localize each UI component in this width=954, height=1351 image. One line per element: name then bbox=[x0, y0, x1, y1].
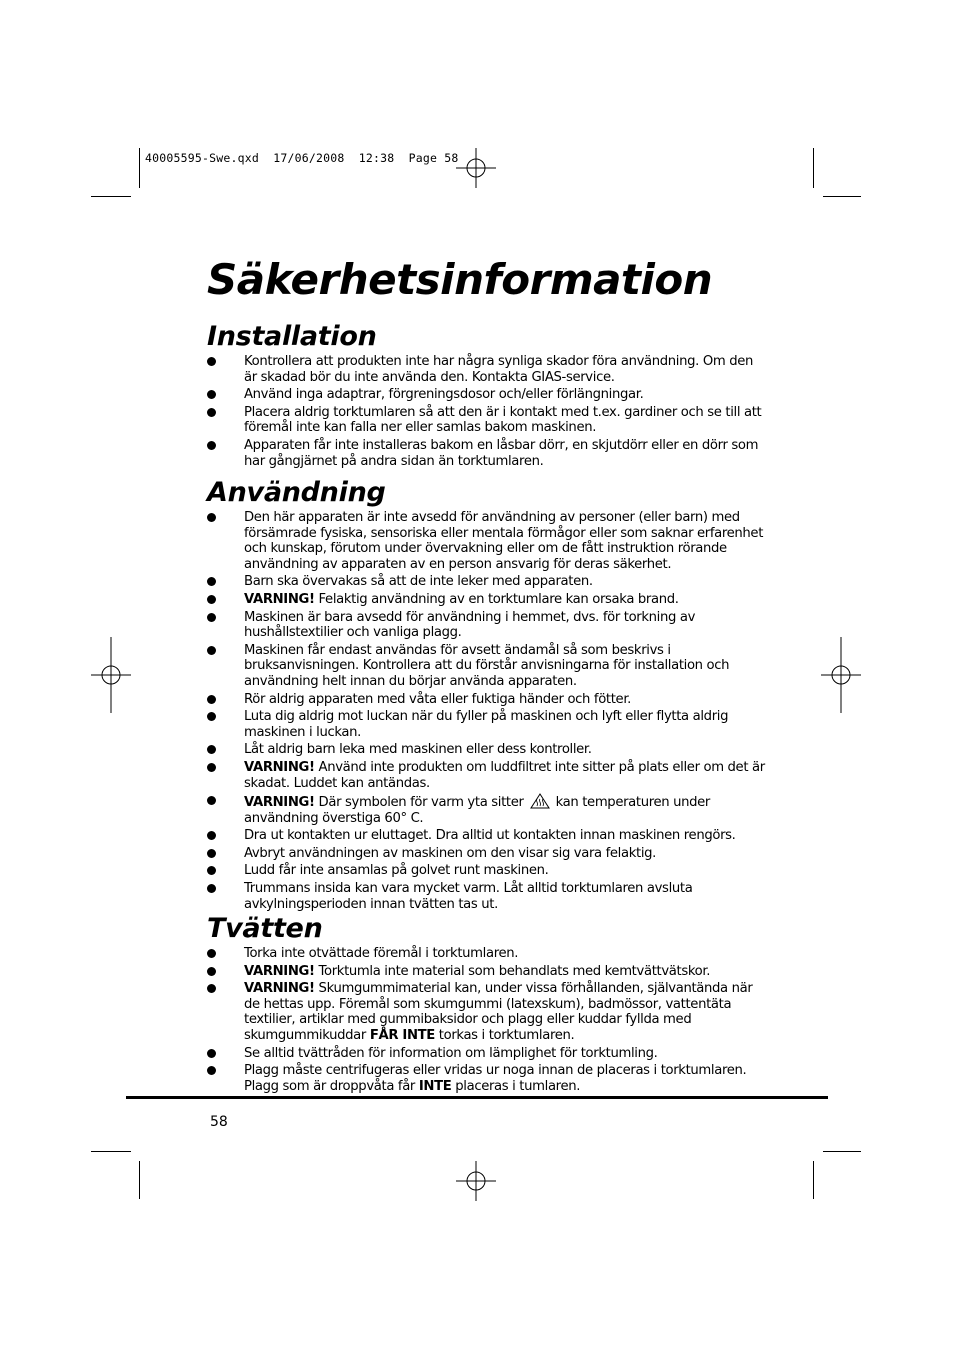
bullet-icon bbox=[207, 595, 216, 604]
list-item bbox=[207, 438, 767, 469]
list-item bbox=[207, 692, 767, 708]
list-item bbox=[207, 405, 767, 436]
list-item bbox=[207, 828, 767, 844]
bullet-list bbox=[207, 946, 767, 1094]
bullet-icon bbox=[207, 390, 216, 399]
item-text: Placera aldrig torktumlaren så att den är i kontakt med t.ex. gardiner och se till att föremål inte kan falla ner eller samlas bakom maskinen. bbox=[244, 404, 762, 436]
bullet-icon bbox=[207, 796, 216, 805]
bullet-icon bbox=[207, 763, 216, 772]
list-item bbox=[207, 742, 767, 758]
list-item bbox=[207, 574, 767, 590]
list-item bbox=[207, 846, 767, 862]
list-item bbox=[207, 510, 767, 572]
bullet-icon bbox=[207, 646, 216, 655]
crop-mark bbox=[823, 1151, 861, 1152]
crop-mark bbox=[139, 148, 140, 188]
crop-mark bbox=[91, 196, 131, 197]
warning-label: FÅR INTE bbox=[369, 1027, 435, 1043]
bullet-icon bbox=[207, 613, 216, 622]
list-item bbox=[207, 1063, 767, 1094]
item-text: torkas i torktumlaren. bbox=[434, 1027, 575, 1043]
crop-mark bbox=[813, 1161, 814, 1199]
list-item bbox=[207, 387, 767, 403]
list-item bbox=[207, 981, 767, 1043]
item-text: Plagg måste centrifugeras eller vridas ur noga innan de placeras i torktumlaren. Plagg som är droppvåta får bbox=[244, 1063, 747, 1094]
bullet-icon bbox=[207, 712, 216, 721]
warning-label: VARNING! bbox=[244, 795, 315, 811]
bullet-list bbox=[207, 354, 767, 469]
item-text: Maskinen är bara avsedd för användning i hemmet, dvs. för torkning av hushållstextilier och vanliga plagg. bbox=[244, 609, 696, 641]
bullet-icon bbox=[207, 695, 216, 704]
item-text: Använd inga adaptrar, förgreningsdosor och/eller förlängningar. bbox=[244, 387, 644, 403]
crop-mark bbox=[139, 1161, 140, 1199]
item-text: Ludd får inte ansamlas på golvet runt maskinen. bbox=[244, 863, 549, 879]
registration-mark-icon bbox=[456, 148, 496, 188]
warning-label: VARNING! bbox=[244, 981, 315, 997]
list-item bbox=[207, 592, 767, 608]
item-text: Apparaten får inte installeras bakom en låsbar dörr, en skjutdörr eller en dörr som har gångjärnet på andra sidan än torktumlaren. bbox=[244, 437, 759, 469]
warning-label: VARNING! bbox=[244, 759, 315, 775]
page-number: 58 bbox=[210, 1114, 228, 1130]
item-text: Barn ska övervakas så att de inte leker med apparaten. bbox=[244, 574, 593, 590]
bullet-icon bbox=[207, 1066, 216, 1075]
section-installation bbox=[207, 320, 767, 471]
list-item bbox=[207, 643, 767, 690]
crop-mark bbox=[813, 148, 814, 188]
list-item bbox=[207, 863, 767, 879]
item-text: Dra ut kontakten ur eluttaget. Dra alltid ut kontakten innan maskinen rengörs. bbox=[244, 828, 736, 844]
list-item bbox=[207, 946, 767, 962]
warning-label: VARNING! bbox=[244, 963, 315, 979]
bullet-icon bbox=[207, 967, 216, 976]
bullet-icon bbox=[207, 1049, 216, 1058]
bullet-icon bbox=[207, 577, 216, 586]
registration-mark-icon bbox=[821, 655, 861, 695]
bullet-icon bbox=[207, 408, 216, 417]
bullet-icon bbox=[207, 849, 216, 858]
bullet-icon bbox=[207, 513, 216, 522]
item-text: Där symbolen för varm yta sitter bbox=[314, 795, 524, 811]
registration-mark-icon bbox=[91, 655, 131, 695]
section-heading: Användning bbox=[207, 477, 386, 508]
warning-label: INTE bbox=[418, 1078, 452, 1094]
page-title: Säkerhetsinformation bbox=[207, 255, 713, 304]
item-text: Rör aldrig apparaten med våta eller fuktiga händer och fötter. bbox=[244, 691, 632, 707]
item-text: Den här apparaten är inte avsedd för användning av personer (eller barn) med försämrade fysiska, sensoriska eller mentala förmågor eller som saknar erfarenhet och kunskap, förutom under övervakning eller om de fått instruktion rörande användning av apparaten av en person ansvarig för deras säkerhet. bbox=[244, 510, 764, 572]
item-text: kan temperaturen under användning överstiga 60° C. bbox=[244, 795, 710, 826]
warning-label: VARNING! bbox=[244, 591, 315, 607]
bullet-icon bbox=[207, 831, 216, 840]
bullet-icon bbox=[207, 949, 216, 958]
bullet-icon bbox=[207, 745, 216, 754]
item-text: Luta dig aldrig mot luckan när du fyller på maskinen och lyft eller flytta aldrig maskinen i luckan. bbox=[244, 709, 729, 740]
crop-mark bbox=[823, 196, 861, 197]
item-text: Felaktig användning av en torktumlare kan orsaka brand. bbox=[314, 591, 679, 607]
list-item bbox=[207, 881, 767, 912]
list-item bbox=[207, 610, 767, 641]
list-item bbox=[207, 1046, 767, 1062]
section-heading: Tvätten bbox=[207, 913, 323, 944]
crop-mark bbox=[91, 1151, 131, 1152]
bullet-list bbox=[207, 510, 767, 912]
list-item bbox=[207, 760, 767, 791]
item-text: Torktumla inte material som behandlats med kemtvättvätskor. bbox=[314, 963, 711, 979]
section-anvandning bbox=[207, 476, 767, 914]
item-text: Använd inte produkten om luddfiltret inte sitter på plats eller om det är skadat. Luddet kan antändas. bbox=[244, 759, 765, 791]
hot-surface-icon bbox=[530, 793, 550, 809]
bullet-icon bbox=[207, 357, 216, 366]
section-tvatten bbox=[207, 912, 767, 1096]
list-item bbox=[207, 709, 767, 740]
bullet-icon bbox=[207, 884, 216, 893]
footer-rule bbox=[126, 1096, 828, 1099]
print-slug: 40005595-Swe.qxd 17/06/2008 12:38 Page 58 bbox=[145, 151, 459, 165]
item-text: Kontrollera att produkten inte har några synliga skador föra användning. Om den är skadad bör du inte använda den. Kontakta GIAS-service. bbox=[244, 354, 753, 385]
item-text: Avbryt användningen av maskinen om den visar sig vara felaktig. bbox=[244, 845, 657, 861]
list-item bbox=[207, 793, 767, 826]
list-item bbox=[207, 964, 767, 980]
item-text: Låt aldrig barn leka med maskinen eller dess kontroller. bbox=[244, 742, 592, 758]
item-text: placeras i tumlaren. bbox=[451, 1078, 581, 1094]
registration-mark-icon bbox=[456, 1161, 496, 1201]
bullet-icon bbox=[207, 866, 216, 875]
bullet-icon bbox=[207, 984, 216, 993]
item-text: Se alltid tvättråden för information om lämplighet för torktumling. bbox=[244, 1045, 658, 1061]
item-text: Skumgummimaterial kan, under vissa förhållanden, självantända när de hettas upp. Föremål som skumgummi (latexskum), badmössor, vattentäta textilier, artiklar med gummibaksidor och plagg eller kuddar fyllda med skumgummikuddar bbox=[244, 981, 753, 1043]
list-item bbox=[207, 354, 767, 385]
bullet-icon bbox=[207, 441, 216, 450]
item-text: Maskinen får endast användas för avsett ändamål så som beskrivs i bruksanvisningen. Kontrollera att du förstår anvisningarna för installation och användning helt innan du börjar använda apparaten. bbox=[244, 642, 730, 689]
section-heading: Installation bbox=[207, 321, 377, 352]
item-text: Trummans insida kan vara mycket varm. Låt alltid torktumlaren avsluta avkylningsperioden innan tvätten tas ut. bbox=[244, 881, 693, 912]
item-text: Torka inte otvättade föremål i torktumlaren. bbox=[244, 946, 519, 961]
